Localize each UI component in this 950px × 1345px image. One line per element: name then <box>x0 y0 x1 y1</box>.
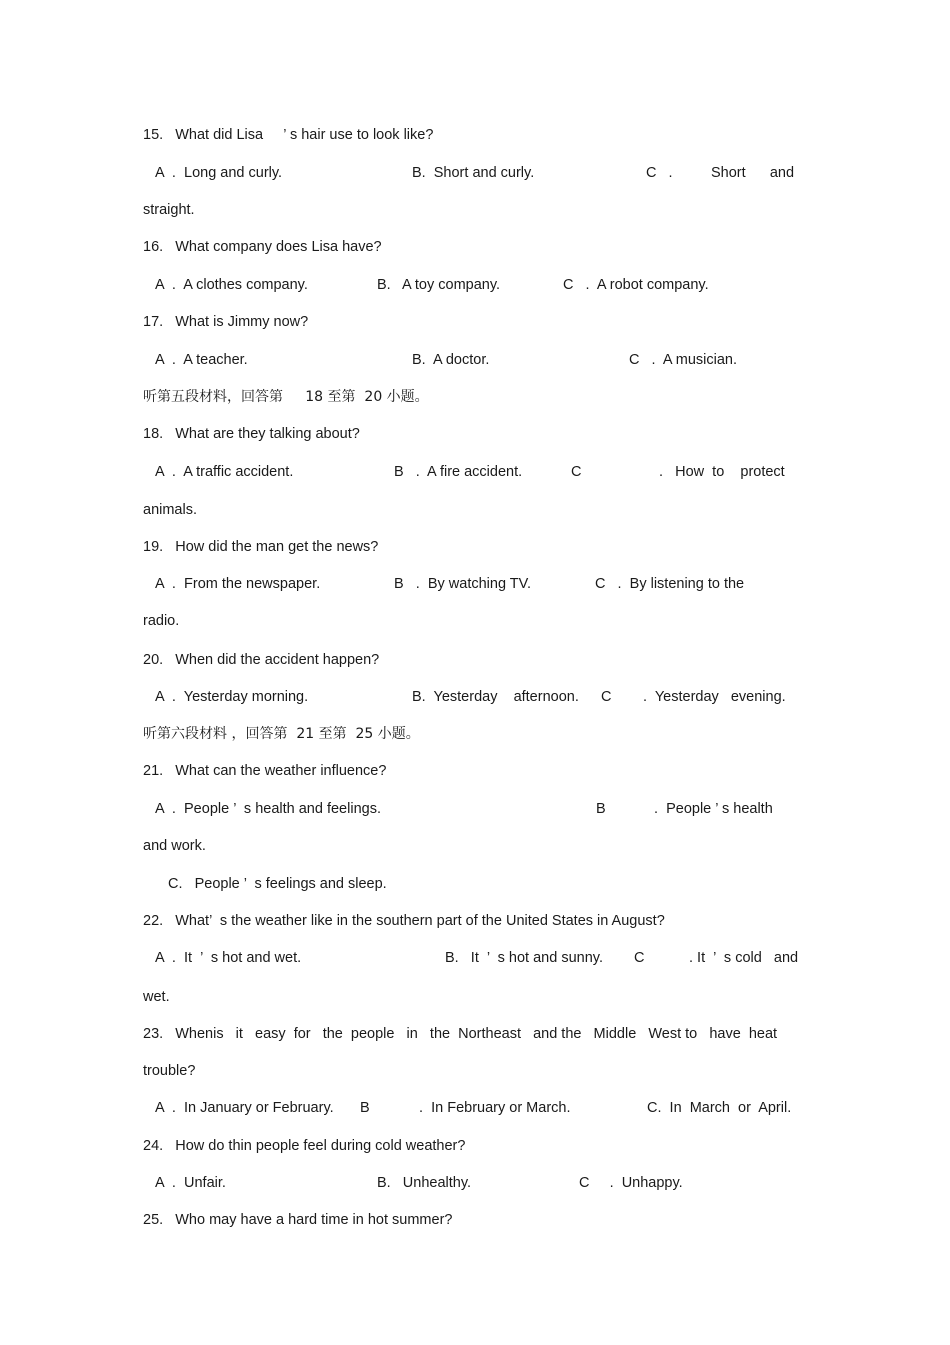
option-19-a: A . From the newspaper. <box>155 576 321 592</box>
question-17: 17. What is Jimmy now? <box>143 314 309 330</box>
option-18-c-continuation: animals. <box>143 502 197 518</box>
question-25: 25. Who may have a hard time in hot summer? <box>143 1212 453 1228</box>
option-22-c-continuation: wet. <box>143 989 170 1005</box>
option-16-b: B. A toy company. <box>377 277 501 293</box>
section-6-instruction: 听第六段材料 ，回答第 21 至第 25 小题。 <box>143 726 420 742</box>
option-18-c-text: . How to protect <box>659 464 785 480</box>
question-21: 21. What can the weather influence? <box>143 763 387 779</box>
option-23-a: A . In January or February. <box>155 1100 334 1116</box>
option-22-c-text: . It ’ s cold and <box>689 950 799 966</box>
question-16: 16. What company does Lisa have? <box>143 239 382 255</box>
option-23-b-label: B <box>360 1100 370 1116</box>
option-20-c-label: C <box>601 689 612 705</box>
option-23-b-text: . In February or March. <box>419 1100 571 1116</box>
option-23-c: C. In March or April. <box>647 1100 792 1116</box>
option-17-b: B. A doctor. <box>412 352 490 368</box>
question-15: 15. What did Lisa ’ s hair use to look like? <box>143 127 434 143</box>
option-18-b: B . A fire accident. <box>394 464 523 480</box>
option-15-c-label: C . <box>646 165 673 181</box>
option-21-b-text: . People ’ s health <box>654 801 773 817</box>
option-15-a: A . Long and curly. <box>155 165 283 181</box>
option-21-b-continuation: and work. <box>143 838 206 854</box>
option-15-c-continuation: straight. <box>143 202 195 218</box>
question-23-continuation: trouble? <box>143 1063 196 1079</box>
option-21-a: A . People ’ s health and feelings. <box>155 801 381 817</box>
question-22: 22. What’ s the weather like in the southern part of the United States in August? <box>143 913 665 929</box>
option-22-c-label: C <box>634 950 645 966</box>
option-21-b-label: B <box>596 801 606 817</box>
option-22-b: B. It ’ s hot and sunny. <box>445 950 603 966</box>
option-24-b: B. Unhealthy. <box>377 1175 472 1191</box>
option-19-b: B . By watching TV. <box>394 576 532 592</box>
option-17-a: A . A teacher. <box>155 352 248 368</box>
option-15-c-text: Short and <box>711 165 795 181</box>
option-19-c-continuation: radio. <box>143 613 180 629</box>
option-16-c: C . A robot company. <box>563 277 709 293</box>
option-20-a: A . Yesterday morning. <box>155 689 309 705</box>
option-16-a: A . A clothes company. <box>155 277 308 293</box>
option-21-c: C. People ’ s feelings and sleep. <box>168 876 387 892</box>
option-15-b: B. Short and curly. <box>412 165 535 181</box>
question-20: 20. When did the accident happen? <box>143 652 380 668</box>
option-17-c: C . A musician. <box>629 352 737 368</box>
question-18: 18. What are they talking about? <box>143 426 360 442</box>
option-20-c-text: . Yesterday evening. <box>643 689 786 705</box>
option-18-a: A . A traffic accident. <box>155 464 294 480</box>
option-24-a: A . Unfair. <box>155 1175 226 1191</box>
option-18-c-label: C <box>571 464 582 480</box>
option-22-a: A . It ’ s hot and wet. <box>155 950 302 966</box>
question-24: 24. How do thin people feel during cold weather? <box>143 1138 466 1154</box>
option-20-b: B. Yesterday afternoon. <box>412 689 579 705</box>
section-5-instruction: 听第五段材料，回答第 18 至第 20 小题。 <box>143 389 429 405</box>
option-24-c: C . Unhappy. <box>579 1175 683 1191</box>
question-19: 19. How did the man get the news? <box>143 539 379 555</box>
option-19-c: C . By listening to the <box>595 576 745 592</box>
question-23: 23. Whenis it easy for the people in the Northeast and the Middle West to have heat <box>143 1026 778 1042</box>
